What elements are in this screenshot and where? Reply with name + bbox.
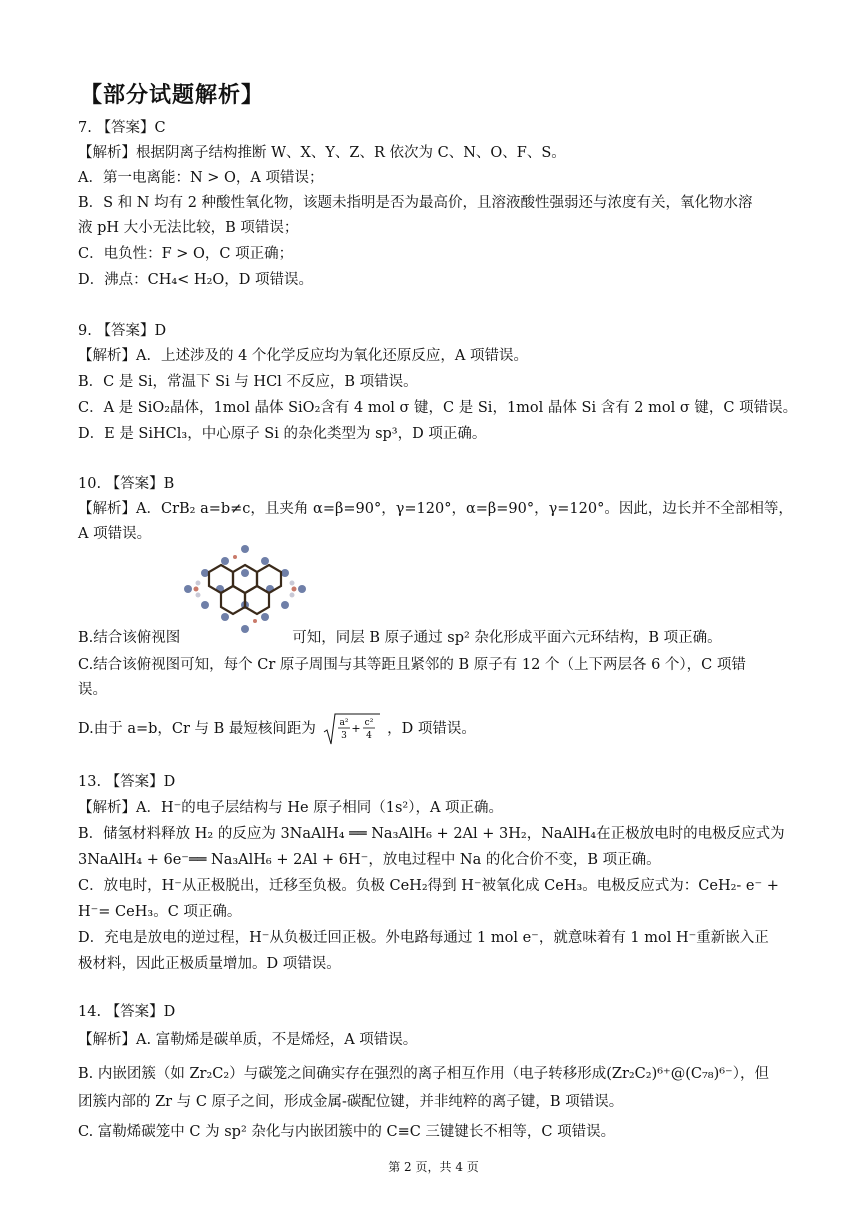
q13-option-b-line1: B．储氢材料释放 H₂ 的反应为 3NaAlH₄ ══ Na₃AlH₆ + 2Al + 3H₂，NaAlH₄在正极放电时的电极反应式为 — [78, 826, 785, 842]
frac1-numerator: a² — [339, 718, 349, 728]
sqrt-formula — [323, 712, 381, 746]
q7-option-c: C．电负性：F > O，C 项正确； — [78, 246, 294, 262]
q10-option-b-prefix: B.结合该俯视图 — [78, 630, 181, 646]
frac2-numerator: c² — [364, 718, 373, 728]
q10-answer: 10. 【答案】B — [78, 476, 175, 492]
svg-text:+: + — [350, 722, 361, 735]
q10-option-d — [78, 712, 476, 746]
q14-option-c: C. 富勒烯碳笼中 C 为 sp² 杂化与内嵌团簇中的 C≡C 三键键长不相等，C 项错误。 — [78, 1124, 616, 1140]
q10-option-b — [78, 628, 722, 648]
q13-analysis: 【解析】A．H⁻的电子层结构与 He 原子相同（1s²），A 项正确。 — [78, 800, 504, 816]
q13-option-b-line2: 3NaAlH₄ + 6e⁻══ Na₃AlH₆ + 2Al + 6H⁻，放电过程中 Na 的化合价不变，B 项正确。 — [78, 852, 661, 868]
q13-option-c-line1: C．放电时，H⁻从正极脱出，迁移至负极。负极 CeH₂得到 H⁻被氧化成 CeH₃。电极反应式为：CeH₂- e⁻ + — [78, 878, 779, 894]
page-footer: 第 2 页，共 4 页 — [388, 1160, 479, 1174]
crystal-top-view-diagram — [180, 543, 310, 635]
q10-option-c-line1: C.结合该俯视图可知，每个 Cr 原子周围与其等距且紧邻的 B 原子有 12 个（上下两层各 6 个），C 项错 — [78, 657, 746, 673]
q10-analysis-line1: 【解析】A．CrB₂ a=b≠c，且夹角 α=β=90°，γ=120°，α=β=90°，γ=120°。因此，边长并不全部相等， — [78, 501, 793, 517]
q7-analysis: 【解析】根据阴离子结构推断 W、X、Y、Z、R 依次为 C、N、O、F、S。 — [78, 145, 566, 161]
frac1-denominator: 3 — [340, 731, 347, 741]
q9-analysis: 【解析】A．上述涉及的 4 个化学反应均为氧化还原反应，A 项错误。 — [78, 348, 528, 364]
q14-option-b-line2: 团簇内部的 Zr 与 C 原子之间，形成金属-碳配位键，并非纯粹的离子键，B 项错误。 — [78, 1094, 624, 1110]
q13-answer: 13. 【答案】D — [78, 774, 176, 790]
q14-analysis: 【解析】A. 富勒烯是碳单质，不是烯烃，A 项错误。 — [78, 1032, 418, 1048]
q7-answer: 7. 【答案】C — [78, 120, 166, 136]
q13-option-c-line2: H⁻= CeH₃。C 项正确。 — [78, 904, 242, 920]
q7-option-b-line1: B．S 和 N 均有 2 种酸性氧化物，该题未指明是否为最高价，且溶液酸性强弱还与浓度有关，氧化物水溶 — [78, 195, 753, 211]
q10-option-d-suffix: ，D 项错误。 — [387, 721, 476, 737]
q7-option-a: A．第一电离能：N > O，A 项错误； — [78, 170, 324, 186]
q9-answer: 9. 【答案】D — [78, 323, 167, 339]
section-heading: 【部分试题解析】 — [80, 83, 265, 108]
q13-option-d-line1: D．充电是放电的逆过程，H⁻从负极迁回正极。外电路每通过 1 mol e⁻，就意味着有 1 mol H⁻重新嵌入正 — [78, 930, 769, 946]
q14-answer: 14. 【答案】D — [78, 1004, 176, 1020]
q10-analysis-line2: A 项错误。 — [78, 526, 152, 542]
frac2-denominator: 4 — [365, 731, 372, 741]
q14-option-b-line1: B. 内嵌团簇（如 Zr₂C₂）与碳笼之间确实存在强烈的离子相互作用（电子转移形成(Zr₂C₂)⁶⁺@(C₇₈)⁶⁻），但 — [78, 1066, 769, 1082]
q10-option-b-suffix: 可知，同层 B 原子通过 sp² 杂化形成平面六元环结构，B 项正确。 — [292, 630, 722, 646]
q9-option-d: D．E 是 SiHCl₃，中心原子 Si 的杂化类型为 sp³，D 项正确。 — [78, 426, 487, 442]
q7-option-b-line2: 液 pH 大小无法比较，B 项错误； — [78, 220, 299, 236]
q7-option-d: D．沸点：CH₄< H₂O，D 项错误。 — [78, 272, 314, 288]
q10-option-d-prefix: D.由于 a=b，Cr 与 B 最短核间距为 — [78, 721, 316, 737]
q10-option-c-line2: 误。 — [78, 682, 107, 698]
q13-option-d-line2: 极材料，因此正极质量增加。D 项错误。 — [78, 956, 341, 972]
q9-option-b: B．C 是 Si，常温下 Si 与 HCl 不反应，B 项错误。 — [78, 374, 418, 390]
q9-option-c: C．A 是 SiO₂晶体，1mol 晶体 SiO₂含有 4 mol σ 键，C 是 Si，1mol 晶体 Si 含有 2 mol σ 键，C 项错误。 — [78, 400, 798, 416]
